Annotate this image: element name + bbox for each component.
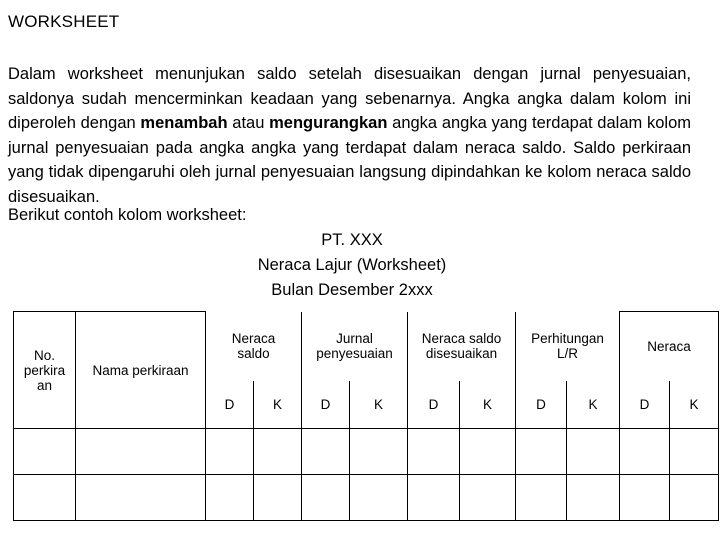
worksheet-table: [13, 311, 719, 521]
header-kredit: K: [350, 381, 408, 429]
company-name: PT. XXX: [321, 231, 383, 249]
paragraph-text-2: atau: [227, 114, 270, 132]
header-debit: D: [516, 381, 567, 429]
paragraph-bold-1: menambah: [140, 114, 228, 132]
page-title: WORKSHEET: [8, 12, 120, 31]
header-debit: D: [302, 381, 350, 429]
report-title: Neraca Lajur (Worksheet): [257, 256, 447, 274]
header-kredit: K: [254, 381, 302, 429]
intro-text: Berikut contoh kolom worksheet:: [8, 206, 247, 224]
group-header-neraca-saldo-disesuaikan: Neraca saldo disesuaikan: [408, 312, 516, 381]
paragraph-text-3: angka angka yang terdapat dalam kolom jurnal penyesuaian pada angka angka yang terdapat dalam neraca saldo. Saldo perkiraan yang tidak dipengaruhi oleh jurnal penyesuaian langsung dipindahkan ke kolom neraca saldo disesuaikan.: [8, 114, 691, 206]
header-debit: D: [620, 381, 670, 429]
table-row: [14, 429, 719, 475]
header-debit: D: [206, 381, 254, 429]
report-period: Bulan Desember 2xxx: [271, 281, 433, 299]
column-header-no: No. perkira an: [14, 312, 76, 429]
group-header-neraca-saldo: Neraca saldo: [206, 312, 302, 381]
header-kredit: K: [460, 381, 516, 429]
column-header-name: Nama perkiraan: [76, 312, 206, 429]
table-row: [14, 475, 719, 521]
description-paragraph: [8, 62, 691, 209]
paragraph-text-1: Dalam worksheet menunjukan saldo setelah disesuaikan dengan jurnal penyesuaian, saldonya sudah mencerminkan keadaan yang sebenarnya. Angka angka dalam kolom ini diperoleh dengan: [8, 65, 691, 132]
paragraph-bold-2: mengurangkan: [269, 114, 388, 132]
group-header-jurnal-penyesuaian: Jurnal penyesuaian: [302, 312, 408, 381]
group-header-perhitungan-lr: Perhitungan L/R: [516, 312, 620, 381]
header-kredit: K: [567, 381, 620, 429]
group-header-neraca: Neraca: [620, 312, 719, 381]
header-kredit: K: [670, 381, 719, 429]
header-debit: D: [408, 381, 460, 429]
